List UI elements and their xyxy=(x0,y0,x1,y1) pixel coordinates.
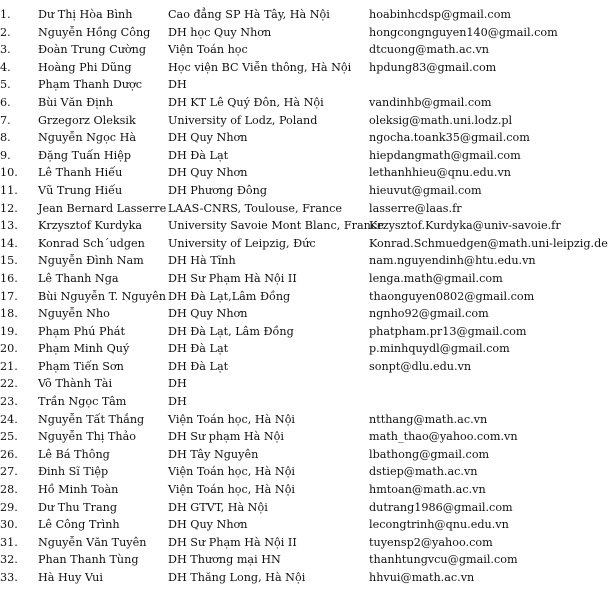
participant-email: thanhtungvcu@gmail.com xyxy=(369,553,518,567)
participant-number: 27. xyxy=(0,465,18,479)
participant-institution: DH Phương Đông xyxy=(168,183,268,197)
participant-email: hmtoan@math.ac.vn xyxy=(369,483,486,497)
participant-name: Hoàng Phi Dũng xyxy=(38,60,132,74)
participant-email: lecongtrinh@qnu.edu.vn xyxy=(369,518,509,532)
participant-row xyxy=(0,41,560,59)
participant-row xyxy=(0,94,560,112)
participant-row xyxy=(0,375,560,393)
participant-email xyxy=(369,375,560,393)
participant-email: hiepdangmath@gmail.com xyxy=(369,148,521,162)
participant-row xyxy=(0,551,560,569)
participant-number: 33. xyxy=(0,571,18,584)
participant-name: Đinh Sĩ Tiệp xyxy=(38,465,109,479)
participant-email: hieuvut@gmail.com xyxy=(369,183,482,197)
participant-name: Hồ Minh Toàn xyxy=(38,483,119,497)
participant-institution: DH Quy Nhơn xyxy=(168,518,248,532)
participant-row xyxy=(0,252,560,270)
participant-name: Nguyễn Hồng Công xyxy=(38,25,151,39)
participant-email: Konrad.Schmuedgen@math.uni-leipzig.de xyxy=(369,236,608,250)
participant-number: 28. xyxy=(0,483,18,497)
participant-institution: University of Leipzig, Đức xyxy=(168,236,316,250)
participant-institution: DH Thăng Long, Hà Nội xyxy=(168,571,306,584)
participant-name: Phạm Phú Phát xyxy=(38,324,125,338)
participant-name: Trần Ngọc Tâm xyxy=(38,395,127,409)
participant-number: 18. xyxy=(0,307,18,321)
participant-email: lenga.math@gmail.com xyxy=(369,271,503,285)
participant-institution: DH KT Lê Quý Đôn, Hà Nội xyxy=(168,95,324,109)
participant-name: Dư Thị Hòa Bình xyxy=(38,8,133,21)
participant-name: Phạm Tiến Sơn xyxy=(38,359,124,373)
participant-row xyxy=(0,129,560,147)
participant-email: math_thao@yahoo.com.vn xyxy=(369,430,518,444)
participant-number: 8. xyxy=(0,131,11,145)
participant-institution: University of Lodz, Poland xyxy=(168,113,318,127)
participant-number: 14. xyxy=(0,236,18,250)
participant-institution: Cao đẳng SP Hà Tây, Hà Nội xyxy=(168,8,330,21)
participant-institution: DH Đà Lạt,Lâm Đồng xyxy=(168,289,291,303)
participant-name: Jean Bernard Lasserre xyxy=(38,201,167,215)
participant-number: 11. xyxy=(0,183,18,197)
participant-name: Phạm Thanh Dược xyxy=(38,78,143,92)
participant-name: Nguyễn Ngọc Hà xyxy=(38,131,137,145)
participant-institution: Viện Toán học xyxy=(168,43,248,57)
participant-row xyxy=(0,59,560,77)
participant-number: 21. xyxy=(0,359,18,373)
participant-email: hoabinhcdsp@gmail.com xyxy=(369,8,512,21)
participant-number: 4. xyxy=(0,60,11,74)
participant-name: Nguyễn Văn Tuyên xyxy=(38,535,147,549)
participant-institution: DH Đà Lạt, Lâm Đồng xyxy=(168,324,294,338)
participant-name: Hà Huy Vui xyxy=(38,571,103,584)
participant-number: 31. xyxy=(0,535,18,549)
participant-institution: DH xyxy=(168,395,187,409)
participant-name: Lê Công Trình xyxy=(38,518,120,532)
participant-number: 24. xyxy=(0,412,18,426)
participant-row xyxy=(0,305,560,323)
participant-email: ntthang@math.ac.vn xyxy=(369,412,488,426)
participant-row xyxy=(0,569,560,587)
participant-email: hhvui@math.ac.vn xyxy=(369,571,475,584)
participant-email: hpdung83@gmail.com xyxy=(369,60,497,74)
participant-row xyxy=(0,358,560,376)
participant-email: sonpt@dlu.edu.vn xyxy=(369,359,472,373)
participant-name: Bùi Văn Định xyxy=(38,95,114,109)
participant-rows xyxy=(0,6,608,587)
participant-name: Phan Thanh Tùng xyxy=(38,553,139,567)
participant-row xyxy=(0,340,560,358)
participant-name: Lê Thanh Nga xyxy=(38,271,119,285)
participant-row xyxy=(0,534,560,552)
participant-row xyxy=(0,235,560,253)
participant-institution: DH Hà Tĩnh xyxy=(168,254,236,268)
participant-institution: DH Sư Phạm Hà Nội II xyxy=(168,535,297,549)
participant-institution: DH Quy Nhơn xyxy=(168,166,248,180)
participant-number: 9. xyxy=(0,148,11,162)
participant-number: 20. xyxy=(0,342,18,356)
participant-name: Nguyễn Thị Thảo xyxy=(38,430,136,444)
participant-number: 10. xyxy=(0,166,18,180)
participant-row xyxy=(0,499,560,517)
participant-row xyxy=(0,217,560,235)
participant-row xyxy=(0,516,560,534)
participant-institution: DH Quy Nhơn xyxy=(168,131,248,145)
participant-row xyxy=(0,6,560,24)
participant-row xyxy=(0,463,560,481)
participant-name: Đoàn Trung Cường xyxy=(38,43,147,57)
participant-institution: DH xyxy=(168,377,187,391)
participant-institution: Viện Toán học, Hà Nội xyxy=(168,465,296,479)
participant-row xyxy=(0,446,560,464)
participant-number: 7. xyxy=(0,113,11,127)
participant-name: Krzysztof Kurdyka xyxy=(38,219,143,233)
participant-name: Phạm Minh Quý xyxy=(38,342,130,356)
participant-number: 15. xyxy=(0,254,18,268)
participant-name: Nguyễn Đình Nam xyxy=(38,254,144,268)
participant-number: 3. xyxy=(0,43,11,57)
participant-institution: DH Sư Phạm Hà Nội II xyxy=(168,271,297,285)
participant-name: Nguyễn Nho xyxy=(38,307,110,321)
participant-institution: LAAS-CNRS, Toulouse, France xyxy=(168,201,342,215)
participant-row xyxy=(0,428,560,446)
participant-email xyxy=(369,393,560,411)
participant-number: 17. xyxy=(0,289,18,303)
participant-row xyxy=(0,270,560,288)
participant-email: Krzysztof.Kurdyka@univ-savoie.fr xyxy=(369,219,561,233)
participant-institution: DH Tây Nguyên xyxy=(168,447,259,461)
participant-number: 2. xyxy=(0,25,11,39)
participant-number: 30. xyxy=(0,518,18,532)
participant-email: hongcongnguyen140@gmail.com xyxy=(369,25,558,39)
participant-institution: DH Sư phạm Hà Nội xyxy=(168,430,284,444)
participant-row xyxy=(0,182,560,200)
participant-name: Nguyễn Tất Thắng xyxy=(38,412,145,426)
participant-number: 32. xyxy=(0,553,18,567)
participant-number: 25. xyxy=(0,430,18,444)
participant-name: Vũ Trung Hiếu xyxy=(38,183,123,197)
participant-number: 29. xyxy=(0,500,18,514)
participant-name: Võ Thành Tài xyxy=(38,377,113,391)
participant-number: 6. xyxy=(0,95,11,109)
participant-row xyxy=(0,147,560,165)
participant-email: dstiep@math.ac.vn xyxy=(369,465,478,479)
participant-email: phatpham.pr13@gmail.com xyxy=(369,324,527,338)
participant-row xyxy=(0,411,560,429)
participant-row xyxy=(0,323,560,341)
participant-row xyxy=(0,393,560,411)
participant-name: Konrad Sch´udgen xyxy=(38,236,145,250)
participant-email xyxy=(369,76,560,94)
participant-email: dtcuong@math.ac.vn xyxy=(369,43,489,57)
participant-table xyxy=(0,6,608,587)
participant-number: 16. xyxy=(0,271,18,285)
participant-institution: DH Đà Lạt xyxy=(168,359,229,373)
participant-row xyxy=(0,76,560,94)
participant-email: p.minhquydl@gmail.com xyxy=(369,342,510,356)
participant-number: 1. xyxy=(0,8,11,21)
participant-institution: DH học Quy Nhơn xyxy=(168,25,272,39)
participant-name: Lê Thanh Hiếu xyxy=(38,166,123,180)
participant-email: oleksig@math.uni.lodz.pl xyxy=(369,113,513,127)
participant-number: 23. xyxy=(0,395,18,409)
participant-email: ngnho92@gmail.com xyxy=(369,307,489,321)
participant-institution: DH Đà Lạt xyxy=(168,148,229,162)
participant-email: lbathong@gmail.com xyxy=(369,447,490,461)
participant-row xyxy=(0,112,560,130)
participant-row xyxy=(0,288,560,306)
participant-email: lasserre@laas.fr xyxy=(369,201,462,215)
participant-row xyxy=(0,164,560,182)
participant-number: 26. xyxy=(0,447,18,461)
participant-name: Lê Bá Thông xyxy=(38,447,110,461)
participant-institution: DH Quy Nhơn xyxy=(168,307,248,321)
participant-number: 19. xyxy=(0,324,18,338)
participant-row xyxy=(0,481,560,499)
participant-name: Grzegorz Oleksik xyxy=(38,113,136,127)
participant-institution: Viện Toán học, Hà Nội xyxy=(168,412,296,426)
participant-number: 5. xyxy=(0,78,11,92)
participant-institution: DH Thương mại HN xyxy=(168,553,281,567)
participant-institution: Học viện BC Viễn thông, Hà Nội xyxy=(168,60,352,74)
participant-number: 22. xyxy=(0,377,18,391)
participant-email: ngocha.toank35@gmail.com xyxy=(369,131,530,145)
participant-institution: Viện Toán học, Hà Nội xyxy=(168,483,296,497)
participant-number: 12. xyxy=(0,201,18,215)
participant-email: vandinhb@gmail.com xyxy=(369,95,492,109)
participant-email: lethanhhieu@qnu.edu.vn xyxy=(369,166,511,180)
participant-name: Bùi Nguyễn T. Nguyên xyxy=(38,289,166,303)
participant-institution: DH xyxy=(168,78,187,92)
participant-name: Dư Thu Trang xyxy=(38,500,118,514)
participant-email: tuyensp2@yahoo.com xyxy=(369,535,493,549)
participant-name: Đặng Tuấn Hiệp xyxy=(38,148,132,162)
participant-institution: DH Đà Lạt xyxy=(168,342,229,356)
participant-row xyxy=(0,200,560,218)
participant-institution: DH GTVT, Hà Nội xyxy=(168,500,268,514)
participant-email: thaonguyen0802@gmail.com xyxy=(369,289,535,303)
participant-institution: University Savoie Mont Blanc, France xyxy=(168,219,384,233)
participant-list-page xyxy=(0,6,608,587)
participant-number: 13. xyxy=(0,219,18,233)
participant-email: dutrang1986@gmail.com xyxy=(369,500,513,514)
participant-row xyxy=(0,24,560,42)
participant-email: nam.nguyendinh@htu.edu.vn xyxy=(369,254,536,268)
